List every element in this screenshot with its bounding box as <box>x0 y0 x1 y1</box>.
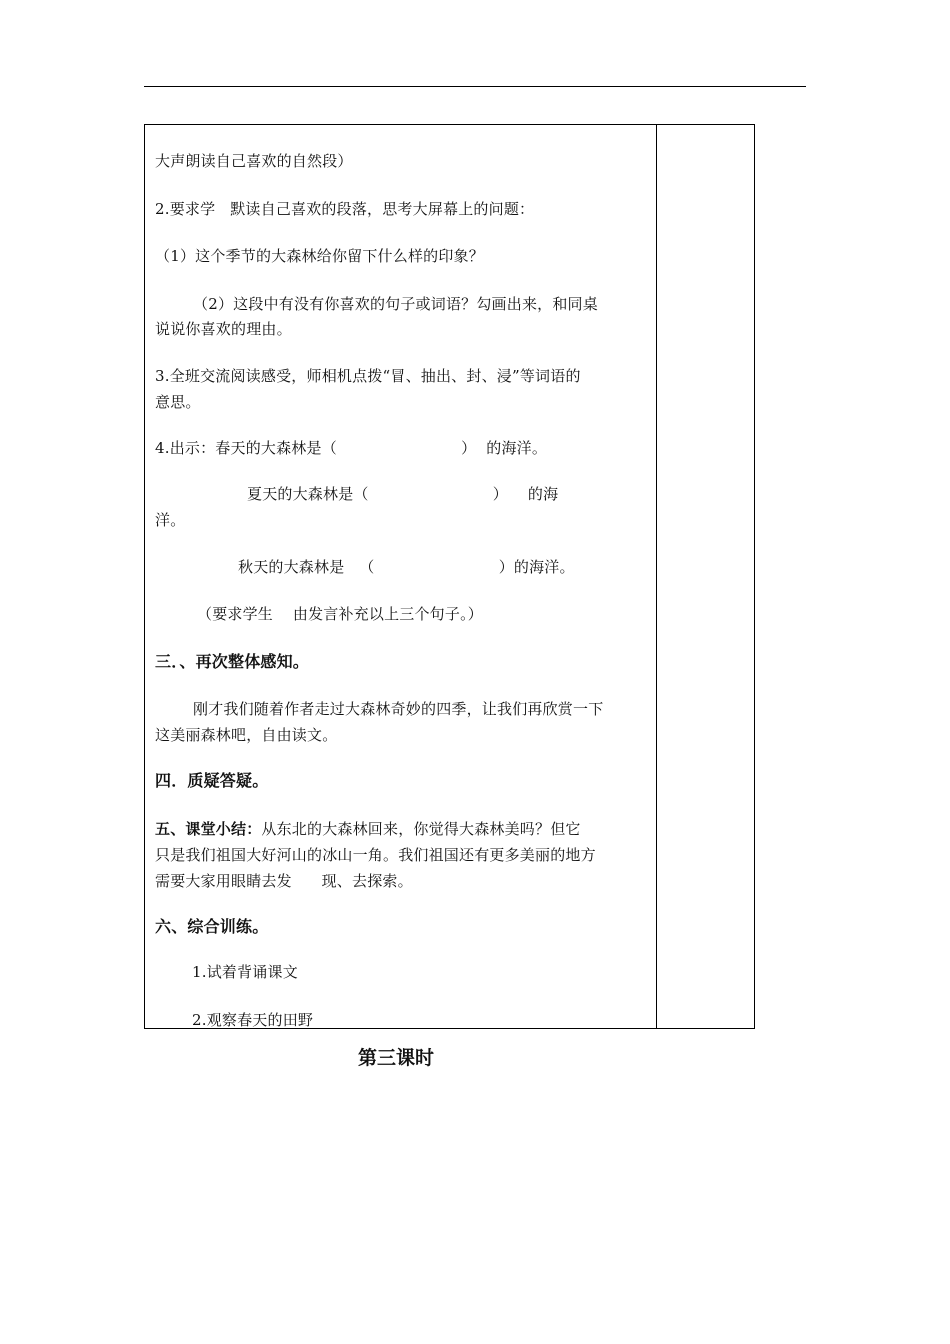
text-line: 需要大家用眼睛去发 现、去探索。 <box>155 872 413 890</box>
section-heading: 四．质疑答疑。 <box>155 771 269 790</box>
lesson-plan-table <box>144 124 755 1029</box>
summary-text: 从东北的大森林回来，你觉得大森林美吗？但它 <box>261 820 581 838</box>
text-line: 意思。 <box>155 393 201 411</box>
content-cell <box>145 125 656 1028</box>
text-line: 2.要求学 默读自己喜欢的段落，思考大屏幕上的问题： <box>155 200 535 218</box>
text-line: （2）这段中有没有你喜欢的句子或词语？勾画出来，和同桌 <box>193 295 598 313</box>
text-line: 4.出示：春天的大森林是（ ） 的海洋。 <box>155 439 548 457</box>
section-heading: 三．、再次整体感知。 <box>155 652 310 671</box>
text-line: 2.观察春天的田野 <box>192 1011 314 1029</box>
lesson-title: 第三课时 <box>358 1047 435 1069</box>
text-line: 夏天的大森林是（ ） 的海 <box>247 485 559 503</box>
text-line: 这美丽森林吧，自由读文。 <box>155 726 338 744</box>
text-line: 秋天的大森林是 （ ）的海洋。 <box>238 558 575 576</box>
section-heading: 六、综合训练。 <box>155 917 269 936</box>
text-line: 说说你喜欢的理由。 <box>155 320 292 338</box>
text-line: （要求学生 由发言补充以上三个句子。） <box>197 605 483 623</box>
summary-label: 五、课堂小结： <box>155 820 262 838</box>
text-line: （1）这个季节的大森林给你留下什么样的印象？ <box>155 247 484 265</box>
text-line: 洋。 <box>155 511 186 529</box>
text-line: 刚才我们随着作者走过大森林奇妙的四季，让我们再欣赏一下 <box>193 700 604 718</box>
header-rule <box>144 86 806 87</box>
summary-line <box>155 816 581 842</box>
text-line: 3.全班交流阅读感受，师相机点拨“冒、抽出、封、浸”等词语的 <box>155 367 581 385</box>
column-divider <box>656 125 657 1028</box>
text-line: 大声朗读自己喜欢的自然段） <box>155 152 353 170</box>
text-line: 1.试着背诵课文 <box>192 963 298 981</box>
text-line: 只是我们祖国大好河山的冰山一角。我们祖国还有更多美丽的地方 <box>155 846 596 864</box>
